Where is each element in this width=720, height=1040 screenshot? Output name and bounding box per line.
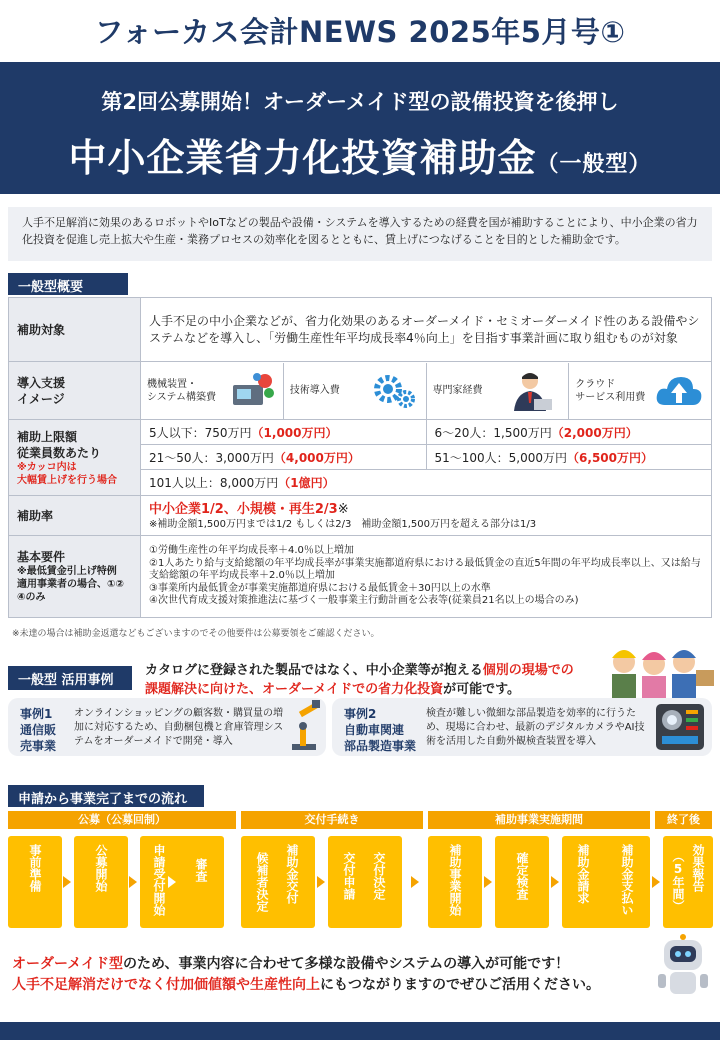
example-label: 事例1 通信販 売事業 — [20, 707, 57, 753]
flow-step-5 — [328, 836, 402, 928]
requirement-item: ④次世代育成支援対策推進法に基づく一般事業主行動計画を公表等(従業員21名以上の場合のみ) — [149, 595, 579, 607]
image-label-line1: 導入支援 — [17, 375, 66, 390]
amount-cell — [141, 420, 427, 444]
flow-step-text: （5年間） — [671, 850, 685, 912]
amount-raise: （2,000万円） — [551, 426, 638, 440]
closing-message — [12, 954, 600, 996]
inspection-device-icon — [654, 700, 706, 758]
banner-subtitle: 第2回公募開始！オーダーメイド型の設備投資を後押し — [101, 90, 619, 114]
closing-line1: のため、事業内容に合わせて多様な設備やシステムの導入が可能です！ — [123, 956, 570, 972]
flow-step-text: 候補者決定 — [255, 852, 269, 912]
flow-arrow — [551, 876, 559, 888]
banner-main-text: 中小企業省力化投資補助金 — [68, 136, 537, 180]
overview-heading: 一般型概要 — [8, 273, 128, 295]
flow-arrow — [484, 876, 492, 888]
flow-step-6 — [428, 836, 482, 928]
requirement-item: ③事業所内最低賃金が事業実施都道府県における最低賃金＋30円以上の水準 — [149, 582, 491, 594]
example-label: 事例2 自動車関連 部品製造事業 — [344, 707, 417, 753]
flow-step-4 — [241, 836, 315, 928]
image-cloud-label: クラウド サービス利用費 — [575, 378, 646, 403]
flow-step-text: 補助事業開始 — [448, 844, 462, 916]
image-expert-label: 専門家経費 — [432, 385, 483, 396]
example-card-1 — [8, 698, 326, 756]
flow-heading: 申請から事業完了までの流れ — [8, 785, 204, 807]
flow-step-text: 公募開始 — [94, 844, 108, 892]
newsletter-title: フォーカス会計NEWS 2025年5月号① — [94, 15, 626, 49]
requirements-label — [9, 536, 141, 618]
image-tech — [284, 363, 427, 419]
amount-raise: （1,000万円） — [251, 426, 338, 440]
amount-cell — [427, 420, 712, 444]
closing-line1-red: オーダーメイド型 — [12, 956, 124, 972]
footer-bar — [0, 1022, 720, 1040]
flow-step-text: 効果報告 — [691, 844, 705, 892]
requirement-item: ①労働生産性の年平均成長率＋4.0％以上増加 — [149, 545, 354, 557]
amount-base: 51～100人：5,000万円 — [434, 451, 568, 465]
flow-phase-4: 終了後 — [655, 811, 712, 829]
flow-step-text: 交付決定 — [372, 852, 386, 900]
example-card-2 — [332, 698, 712, 756]
flow-step-text: 事前準備 — [28, 844, 42, 892]
title-banner — [0, 62, 720, 194]
image-machine — [141, 363, 284, 419]
flow-arrow — [168, 876, 176, 888]
flow-step-text: 交付申請 — [342, 852, 356, 900]
amount-cell — [427, 445, 712, 469]
target-text: 人手不足の中小企業などが、省力化効果のあるオーダーメイド・セミオーダーメイド性のある設備やシステムなどを導入し、「労働生産性年平均成長率4％向上」を目指す事業計画に取り組むものが対象 — [141, 298, 712, 362]
amount-raise: （6,500万円） — [567, 451, 653, 465]
requirements-label-text: 基本要件 — [17, 550, 66, 564]
flow-arrow — [652, 876, 660, 888]
closing-line2: にもつながりますのでぜひご活用ください。 — [320, 977, 600, 993]
example-text: オンラインショッピングの顧客数・購買量の増加に対応するため、自動梱包機と倉庫管理システムをオーダーメイドで開発・導入 — [74, 708, 284, 747]
flow-step-3 — [140, 836, 224, 928]
rate-label: 補助率 — [9, 496, 141, 536]
flow-step-7 — [495, 836, 549, 928]
flow-step-text: 確定検査 — [515, 852, 529, 900]
usage-lead — [145, 661, 574, 699]
amount-raise: （4,000万円） — [273, 451, 360, 465]
flow-step-1 — [8, 836, 62, 928]
rate-mark: ※ — [337, 501, 349, 517]
usage-lead-2: が可能です。 — [443, 682, 521, 697]
closing-line2-red: 人手不足解消だけでなく付加価値額や生産性向上 — [12, 977, 320, 993]
rate-note: ※補助金額1,500万円までは1/2 もしくは2/3 補助金額1,500万円を超える部分は1/3 — [149, 518, 537, 530]
overview-table — [8, 297, 712, 618]
flow-phase-3: 補助事業実施期間 — [428, 811, 650, 829]
usage-heading: 一般型 活用事例 — [8, 666, 132, 690]
amount-base: 101人以上：8,000万円 — [149, 476, 279, 490]
image-cloud — [569, 363, 711, 419]
machine-icon — [231, 371, 275, 415]
flow-arrow — [411, 876, 419, 888]
flow-step-9 — [663, 836, 713, 928]
flow-step-8 — [562, 836, 650, 928]
amount-base: 6～20人：1,500万円 — [434, 426, 552, 440]
rate-main: 中小企業1/2、小規模・再生2/3 — [149, 501, 338, 517]
limit-label-line2: 従業員数あたり — [17, 445, 102, 460]
flow-step-text: 補助金交付 — [285, 844, 299, 904]
amount-base: 21～50人：3,000万円 — [149, 451, 274, 465]
banner-main-title — [0, 127, 720, 182]
flow-phase-2: 交付手続き — [241, 811, 423, 829]
flow-arrow — [129, 876, 137, 888]
usage-lead-1-red: 個別の現場での — [482, 663, 574, 678]
requirement-item: ②1人あたり給与支給総額の年平均成長率が事業実施都道府県における最低賃金の直近5年間の年平均成長率以上、又は給与支給総額の年平均成長率＋2.0％以上増加 — [149, 557, 701, 582]
overview-footnote: ※未達の場合は補助金返還などもございますのでその他要件は公募要領をご確認ください。 — [12, 629, 380, 639]
amount-base: 5人以下：750万円 — [149, 426, 252, 440]
usage-lead-1: カタログに登録された製品ではなく、中小企業等が抱える — [145, 663, 483, 678]
cloud-upload-icon — [655, 371, 703, 415]
image-machine-label: 機械装置・ システム構築費 — [147, 378, 216, 403]
consultant-icon — [510, 371, 554, 417]
example-text: 検査が難しい微細な部品製造を効率的に行うため、現場に合わせ、最新のデジタルカメラやAI技術を活用した自動外観検査装置を導入 — [426, 708, 645, 747]
amount-cell — [141, 470, 711, 495]
flow-step-text: 申請受付開始 — [152, 844, 166, 916]
amount-raise: （1億円） — [278, 476, 335, 490]
target-label: 補助対象 — [9, 298, 141, 362]
robot-arm-icon — [286, 700, 322, 756]
usage-lead-2-red: 課題解決に向けた、オーダーメイドでの省力化投資 — [145, 682, 444, 697]
image-expert — [427, 363, 570, 419]
limit-label — [9, 420, 141, 496]
gears-icon — [368, 371, 418, 415]
image-tech-label: 技術導入費 — [289, 385, 340, 396]
intro-text: 人手不足解消に効果のあるロボットやIoTなどの製品や設備・システムを導入するための経費を国が補助することにより、中小企業の省力化投資を促進し売上拡大や生産・業務プロセスの効率化を図るとともに、賃上げにつなげることを目的とした補助金です。 — [8, 207, 712, 261]
flow-phase-1: 公募（公募回制） — [8, 811, 236, 829]
amount-cell — [141, 445, 427, 469]
image-label — [9, 362, 141, 420]
requirements-note: ※最低賃金引上げ特例 適用事業者の場合、①② ④のみ — [17, 566, 124, 603]
banner-main-suffix: （一般型） — [536, 152, 652, 177]
flow-step-text: 補助金支払い — [620, 844, 634, 916]
flow-arrow — [63, 876, 71, 888]
robot-mascot-icon — [654, 934, 712, 1004]
image-label-line2: イメージ — [17, 391, 65, 406]
flow-step-text: 補助金請求 — [576, 844, 590, 904]
workers-illustration — [606, 640, 714, 702]
limit-note: ※カッコ内は 大幅賃上げを行う場合 — [17, 461, 117, 486]
flow-arrow — [317, 876, 325, 888]
flow-step-text: 審査 — [194, 858, 208, 882]
flow-step-2 — [74, 836, 128, 928]
limit-label-line1: 補助上限額 — [17, 429, 78, 444]
